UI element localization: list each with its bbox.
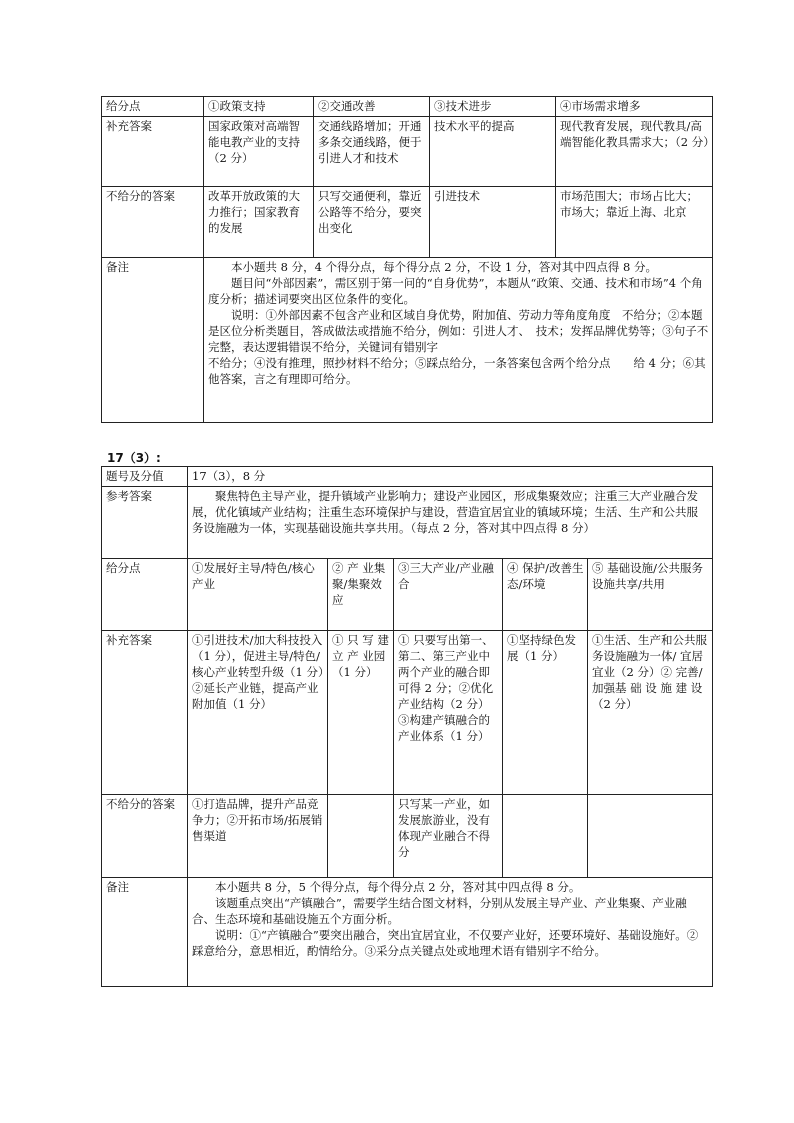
table-cell: ①引进技术/加大科技投入（1 分），促进主导/特色/核心产业转型升级（1 分）②延长产业链，提高产业附加值（1 分） <box>188 631 328 795</box>
question-label: 题号及分值 <box>102 467 188 487</box>
points-label: 给分点 <box>102 559 188 631</box>
nopoints-label: 不给分的答案 <box>102 187 204 258</box>
reference-text: 聚焦特色主导产业，提升镇域产业影响力；建设产业园区，形成集聚效应；注重三大产业融合发展，优化镇域产业结构；注重生态环境保护与建设，营造宜居宜业的镇域环境；生活、生产和公共服务设施融为一体，实现基础设施共享共用。（每点 2 分，答对其中四点得 8 分） <box>192 489 698 535</box>
notes-paragraph: 该题重点突出“产镇融合”，需要学生结合图文材料，分别从发展主导产业、产业集聚、产业融合、生态环境和基础设施五个方面分析。 <box>192 896 687 926</box>
table-cell: ①打造品牌，提升产品竞争力；②开拓市场/拓展销售渠道 <box>188 795 328 878</box>
table-cell: ⑤ 基础设施/公共服务设施共享/共用 <box>588 559 713 631</box>
notes-label: 备注 <box>102 878 188 987</box>
question-value: 17（3），8 分 <box>188 467 713 487</box>
supplement-label: 补充答案 <box>102 117 204 187</box>
notes-paragraph: 本小题共 8 分，5 个得分点，每个得分点 2 分，答对其中四点得 8 分。 <box>215 880 581 894</box>
table-cell <box>328 795 394 878</box>
section-heading: 17（3）: <box>107 451 161 465</box>
supplement-label: 补充答案 <box>102 631 188 795</box>
table-cell: 改革开放政策的大力推行；国家教育的发展 <box>204 187 314 258</box>
table-cell: ① 只 写 建 立 产 业园（1 分） <box>328 631 394 795</box>
table-row <box>102 117 713 187</box>
scoring-table-part1 <box>101 96 713 423</box>
table-row <box>102 258 713 423</box>
table-row <box>102 559 713 631</box>
notes-paragraph: 说明：①“产镇融合”要突出融合，突出宜居宜业，不仅要产业好，还要环境好、基础设施好。②踩意给分，意思相近，酌情给分。③采分点关键点处或地理术语有错别字不给分。 <box>192 928 699 958</box>
notes-paragraph: 不给分；④没有推理，照抄材料不给分；⑤踩点给分，一条答案包含两个给分点 给 4 分；⑥其他答案，言之有理即可给分。 <box>208 356 706 386</box>
table-cell: 市场范围大；市场占比大；市场大；靠近上海、北京 <box>556 187 713 258</box>
table-cell: ④市场需求增多 <box>556 97 713 117</box>
table-cell: 交通线路增加；开通多条交通线路，便于引进人才和技术 <box>314 117 430 187</box>
table-cell: 国家政策对高端智能电教产业的支持（2 分） <box>204 117 314 187</box>
table-cell <box>503 795 588 878</box>
table-row <box>102 467 713 487</box>
table-cell: ①生活、生产和公共服务设施融为一体/ 宜居宜业（2 分）② 完善/ 加强基 础 设 施 建 设（2 分） <box>588 631 713 795</box>
reference-label: 参考答案 <box>102 487 188 559</box>
table-cell: ① 只要写出第一、第二、第三产业中两个产业的融合即可得 2 分；②优化产业结构（2 分）③构建产镇融合的产业体系（1 分） <box>394 631 503 795</box>
scoring-table-part2 <box>101 466 713 987</box>
table-row <box>102 187 713 258</box>
table-cell: 现代教育发展，现代教具/高端智能化教具需求大；（2 分） <box>556 117 713 187</box>
table-cell: ②交通改善 <box>314 97 430 117</box>
notes-label: 备注 <box>102 258 204 423</box>
table-row <box>102 878 713 987</box>
table-cell: 只写某一产业，如发展旅游业，没有体现产业融合不得分 <box>394 795 503 878</box>
table-cell: ①发展好主导/特色/核心产业 <box>188 559 328 631</box>
notes-cell <box>204 258 713 423</box>
table-cell: 只写交通便利，靠近公路等不给分，要突出变化 <box>314 187 430 258</box>
table-cell: ③技术进步 <box>430 97 556 117</box>
points-label: 给分点 <box>102 97 204 117</box>
notes-paragraph: 题目问“外部因素”，需区别于第一问的“自身优势”，本题从“政策、交通、技术和市场”4 个角度分析；描述词要突出区位条件的变化。 <box>208 276 703 306</box>
notes-paragraph: 本小题共 8 分，4 个得分点，每个得分点 2 分，不设 1 分，答对其中四点得 8 分。 <box>231 260 657 274</box>
reference-cell <box>188 487 713 559</box>
table-row <box>102 487 713 559</box>
nopoints-label: 不给分的答案 <box>102 795 188 878</box>
table-row <box>102 97 713 117</box>
table-cell: ③三大产业/产业融合 <box>394 559 503 631</box>
notes-paragraph: 说明：①外部因素不包含产业和区域自身优势，附加值、劳动力等角度角度 不给分；②本题是区位分析类题目，答成做法或措施不给分，例如：引进人才、 技术；发挥品牌优势等；③句子不完整，表达逻辑错误不给分，关键词有错别字 <box>208 308 709 354</box>
table-row <box>102 631 713 795</box>
table-cell: ④ 保护/改善生态/环境 <box>503 559 588 631</box>
table-cell: 引进技术 <box>430 187 556 258</box>
table-cell: ①坚持绿色发展（1 分） <box>503 631 588 795</box>
table-cell <box>588 795 713 878</box>
table-cell: 技术水平的提高 <box>430 117 556 187</box>
table-cell: ①政策支持 <box>204 97 314 117</box>
notes-cell <box>188 878 713 987</box>
table-row <box>102 795 713 878</box>
table-cell: ② 产 业集聚/集聚效应 <box>328 559 394 631</box>
